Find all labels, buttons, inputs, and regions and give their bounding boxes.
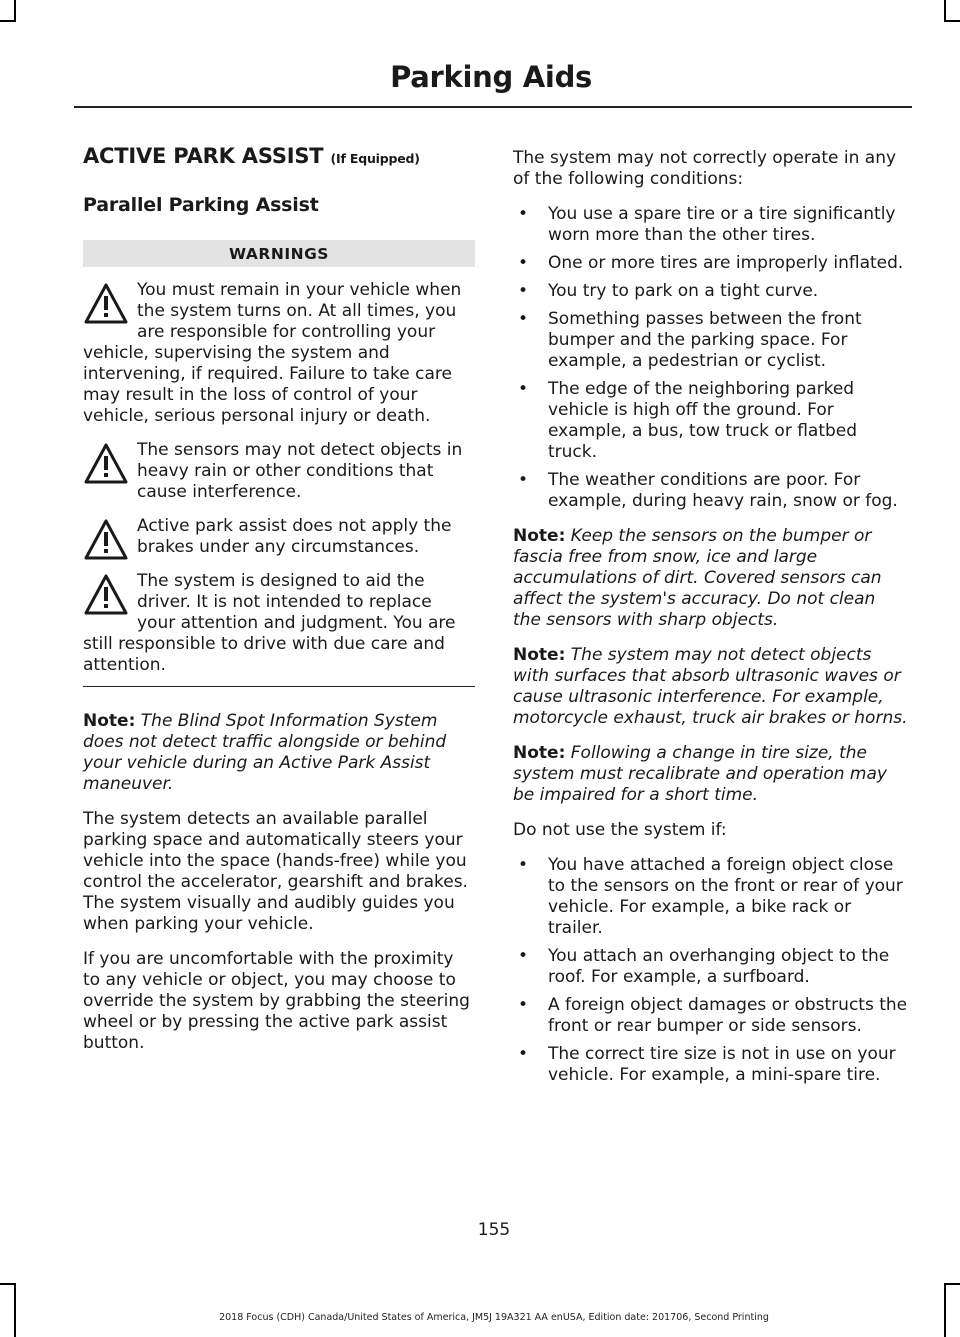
list-item: • You have attached a foreign object close to the sensors on the front or rear of your vehicle. For example, a bike rack or trailer. xyxy=(513,855,908,939)
list-item: • A foreign object damages or obstructs the front or rear bumper or side sensors. xyxy=(513,995,908,1037)
page-number: 155 xyxy=(477,1220,511,1240)
list-item: • You use a spare tire or a tire significantly worn more than the other tires. xyxy=(513,204,908,246)
conditions-list xyxy=(513,204,908,512)
note-text: Keep the sensors on the bumper or fascia free from snow, ice and large accumulations of dirt. Covered sensors can affect the system's accuracy. Do not clean the sensors with sharp objects. xyxy=(513,526,882,630)
note-paragraph xyxy=(83,711,475,795)
warning-triangle-icon xyxy=(83,282,129,326)
list-item: • The weather conditions are poor. For example, during heavy rain, snow or fog. xyxy=(513,470,908,512)
body-paragraph: The system detects an available parallel parking space and automatically steers your vehicle into the space (hands-free) while you control the accelerator, gearshift and brakes. The system visually and audibly guides you when parking your vehicle. xyxy=(83,809,468,934)
do-not-use-list xyxy=(513,855,908,1086)
warning-triangle-icon xyxy=(83,573,129,617)
warning-item xyxy=(83,280,475,427)
section-title: ACTIVE PARK ASSIST (If Equipped) xyxy=(83,144,420,168)
conditions-intro: The system may not correctly operate in any of the following conditions: xyxy=(513,148,897,189)
warning-triangle-icon xyxy=(83,442,129,486)
crop-mark xyxy=(944,1283,946,1337)
warning-triangle-icon xyxy=(83,518,129,562)
crop-mark xyxy=(944,20,960,22)
page-footer: 2018 Focus (CDH) Canada/United States of America, JM5J 19A321 AA enUSA, Edition date: 201706, Second Printing xyxy=(219,1312,769,1323)
body-paragraph: If you are uncomfortable with the proximity to any vehicle or object, you may choose to override the system by grabbing the steering wheel or by pressing the active park assist button. xyxy=(83,949,470,1053)
note-label: Note: xyxy=(513,526,566,546)
subsection-title: Parallel Parking Assist xyxy=(83,194,319,216)
do-not-use-intro: Do not use the system if: xyxy=(513,820,727,840)
warning-text: You must remain in your vehicle when the system turns on. At all times, you are responsible for controlling your vehicle, supervising the system and intervening, if required. Failure to take care may result in the loss of control of your vehicle, serious personal injury or death. xyxy=(83,280,462,426)
list-item: • The correct tire size is not in use on your vehicle. For example, a mini-spare tire. xyxy=(513,1044,908,1086)
if-equipped-label: (If Equipped) xyxy=(330,151,420,166)
crop-mark xyxy=(944,0,946,20)
header-rule xyxy=(74,106,912,108)
warning-item xyxy=(83,516,475,558)
warning-text: Active park assist does not apply the brakes under any circumstances. xyxy=(137,516,452,557)
warnings-heading: WARNINGS xyxy=(83,240,475,267)
warning-item xyxy=(83,571,475,676)
crop-mark xyxy=(944,1283,960,1285)
crop-mark xyxy=(14,1283,16,1337)
crop-mark xyxy=(0,20,16,22)
note-text: The Blind Spot Information System does not detect traffic alongside or behind your vehicle during an Active Park Assist maneuver. xyxy=(83,711,447,794)
warnings-end-rule xyxy=(83,686,475,687)
warning-text: The system is designed to aid the driver. It is not intended to replace your attention and judgment. You are still responsible to drive with due care and attention. xyxy=(83,571,456,675)
list-item: • You try to park on a tight curve. xyxy=(513,281,908,302)
warning-text: The sensors may not detect objects in heavy rain or other conditions that cause interference. xyxy=(137,440,463,502)
list-item: • You attach an overhanging object to the roof. For example, a surfboard. xyxy=(513,946,908,988)
note-label: Note: xyxy=(83,711,136,731)
note-text: Following a change in tire size, the system must recalibrate and operation may be impaired for a short time. xyxy=(513,743,887,805)
list-item: • One or more tires are improperly inflated. xyxy=(513,253,908,274)
crop-mark xyxy=(0,1283,16,1285)
note-label: Note: xyxy=(513,743,566,763)
note-text: The system may not detect objects with surfaces that absorb ultrasonic waves or cause ultrasonic interference. For example, motorcycle exhaust, truck air brakes or horns. xyxy=(513,645,908,728)
crop-mark xyxy=(14,0,16,20)
note-label: Note: xyxy=(513,645,566,665)
list-item: • The edge of the neighboring parked vehicle is high off the ground. For example, a bus, tow truck or flatbed truck. xyxy=(513,379,908,463)
note-paragraph xyxy=(513,526,908,631)
note-paragraph xyxy=(513,645,908,729)
page-header-title: Parking Aids xyxy=(390,60,592,94)
right-column xyxy=(513,148,908,1093)
list-item: • Something passes between the front bumper and the parking space. For example, a pedestrian or cyclist. xyxy=(513,309,908,372)
note-paragraph xyxy=(513,743,908,806)
warning-item xyxy=(83,440,475,503)
left-column xyxy=(83,144,475,1054)
